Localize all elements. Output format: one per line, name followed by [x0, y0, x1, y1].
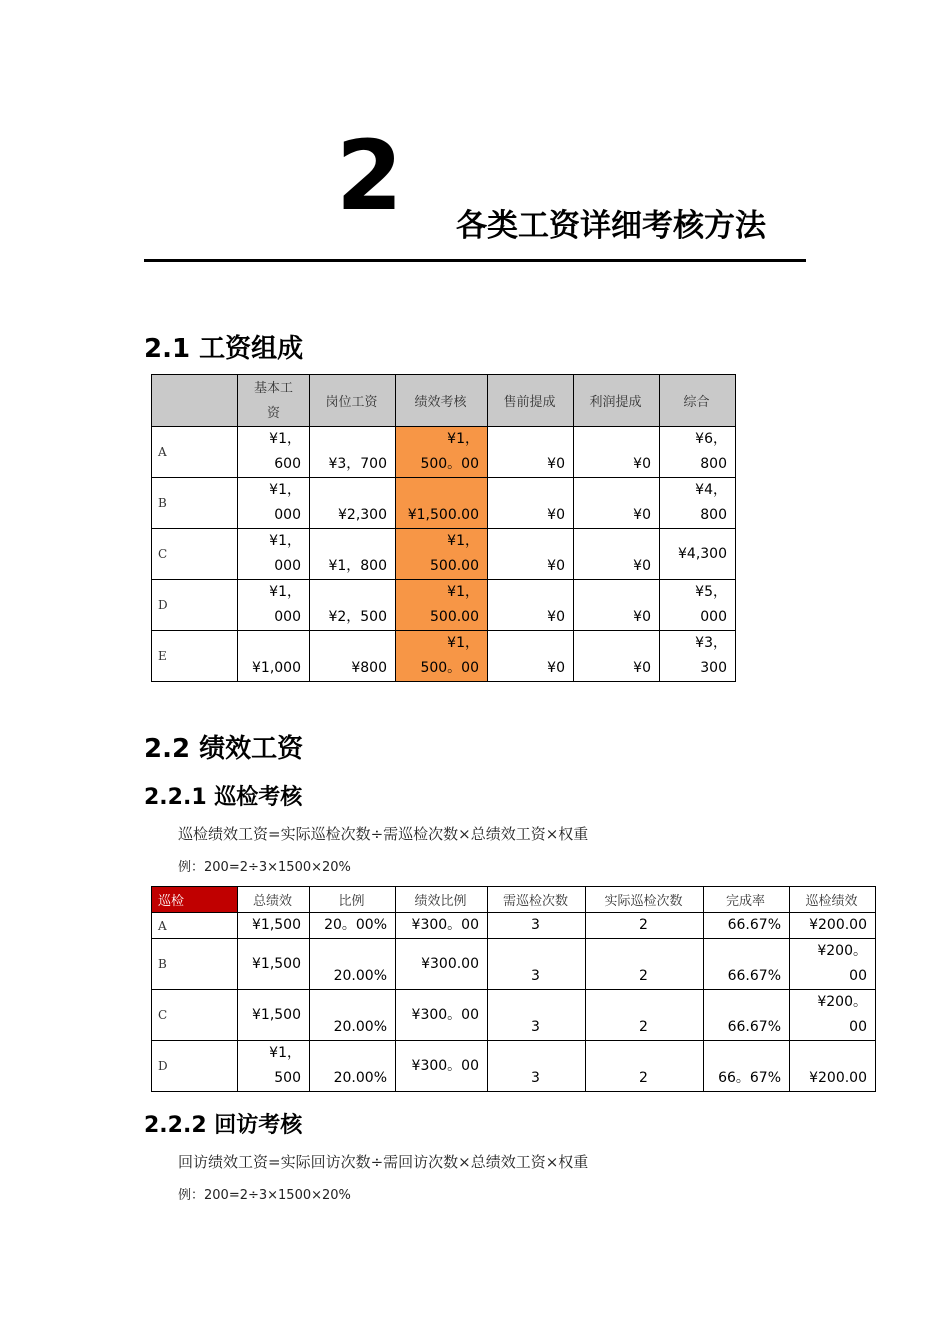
- table-row: [152, 913, 876, 939]
- header-cell: 巡检绩效: [790, 887, 876, 913]
- header-cell: 售前提成: [488, 375, 574, 427]
- header-cell: [152, 375, 238, 427]
- chapter-divider: [144, 259, 806, 262]
- table-cell: ¥200.00: [790, 913, 876, 939]
- table-cell: ¥300.00: [396, 939, 488, 990]
- table-row: [152, 580, 736, 631]
- table-cell: ¥5，000: [660, 580, 736, 631]
- table-cell: ¥4,300: [660, 529, 736, 580]
- table-cell: ¥0: [574, 580, 660, 631]
- table-cell: ¥0: [574, 478, 660, 529]
- row-label: E: [152, 631, 238, 682]
- table-cell: ¥1,500: [238, 990, 310, 1041]
- header-cell: 需巡检次数: [488, 887, 586, 913]
- header-cell: 岗位工资: [310, 375, 396, 427]
- table-row: [152, 478, 736, 529]
- table-header-row: [152, 375, 736, 427]
- table-row: [152, 939, 876, 990]
- chapter-number: 2: [336, 120, 403, 232]
- table-row: [152, 427, 736, 478]
- header-cell: 总绩效: [238, 887, 310, 913]
- header-cell: 基本工资: [238, 375, 310, 427]
- table-cell: ¥1，500: [238, 1041, 310, 1092]
- table-cell: ¥2，500: [310, 580, 396, 631]
- table-cell: ¥200.00: [790, 1041, 876, 1092]
- table-cell: 2: [586, 990, 704, 1041]
- table-cell: ¥1，800: [310, 529, 396, 580]
- table-cell: ¥2,300: [310, 478, 396, 529]
- table-row: [152, 631, 736, 682]
- table-row: [152, 529, 736, 580]
- row-label: A: [152, 913, 238, 939]
- table-cell: 66.67%: [704, 939, 790, 990]
- row-label: C: [152, 529, 238, 580]
- table-cell: ¥0: [574, 631, 660, 682]
- formula-text: 回访绩效工资=实际回访次数÷需回访次数×总绩效工资×权重: [178, 1153, 589, 1171]
- section-heading-2-2: 2.2 绩效工资: [144, 734, 304, 764]
- row-label: C: [152, 990, 238, 1041]
- table-cell: ¥1,500: [238, 939, 310, 990]
- table-cell: ¥6，800: [660, 427, 736, 478]
- table-cell: 20.00%: [310, 1041, 396, 1092]
- table-cell: ¥0: [488, 631, 574, 682]
- table-cell: ¥300。00: [396, 990, 488, 1041]
- table-cell: 2: [586, 913, 704, 939]
- header-cell: 比例: [310, 887, 396, 913]
- row-label: D: [152, 1041, 238, 1092]
- table-cell: ¥800: [310, 631, 396, 682]
- table-row: [152, 1041, 876, 1092]
- table-cell: 2: [586, 1041, 704, 1092]
- table-cell: ¥3，300: [660, 631, 736, 682]
- header-cell: 巡检: [152, 887, 238, 913]
- example-text: 例：200=2÷3×1500×20%: [178, 860, 351, 875]
- table-cell: ¥1，000: [238, 529, 310, 580]
- row-label: B: [152, 478, 238, 529]
- table-cell-highlight: ¥1，500.00: [396, 580, 488, 631]
- row-label: B: [152, 939, 238, 990]
- table-cell: ¥4，800: [660, 478, 736, 529]
- chapter-title: 各类工资详细考核方法: [456, 208, 766, 244]
- table-cell: ¥1，600: [238, 427, 310, 478]
- table-cell: ¥200。00: [790, 939, 876, 990]
- table-cell: ¥1，000: [238, 478, 310, 529]
- table-cell: 66.67%: [704, 990, 790, 1041]
- header-cell: 综合: [660, 375, 736, 427]
- header-cell: 实际巡检次数: [586, 887, 704, 913]
- section-heading-2-2-1: 2.2.1 巡检考核: [144, 785, 303, 810]
- inspection-performance-table: [151, 886, 876, 1092]
- table-cell: ¥0: [488, 529, 574, 580]
- table-cell: ¥200。00: [790, 990, 876, 1041]
- row-label: A: [152, 427, 238, 478]
- table-cell: 3: [488, 990, 586, 1041]
- table-cell: ¥0: [488, 478, 574, 529]
- table-cell: ¥0: [488, 580, 574, 631]
- table-cell-highlight: ¥1，500。00: [396, 427, 488, 478]
- table-cell: 2: [586, 939, 704, 990]
- table-row: [152, 990, 876, 1041]
- header-cell: 绩效考核: [396, 375, 488, 427]
- table-cell: 3: [488, 913, 586, 939]
- table-cell: 20。00%: [310, 913, 396, 939]
- table-cell-highlight: ¥1，500.00: [396, 529, 488, 580]
- table-cell: 20.00%: [310, 990, 396, 1041]
- table-cell: ¥3，700: [310, 427, 396, 478]
- table-header-row: [152, 887, 876, 913]
- table-cell: ¥1，000: [238, 580, 310, 631]
- header-cell: 完成率: [704, 887, 790, 913]
- table-cell: 3: [488, 1041, 586, 1092]
- row-label: D: [152, 580, 238, 631]
- table-cell: ¥0: [488, 427, 574, 478]
- table-cell: ¥1,500: [238, 913, 310, 939]
- table-cell-highlight: ¥1,500.00: [396, 478, 488, 529]
- table-cell: ¥300。00: [396, 913, 488, 939]
- example-text: 例：200=2÷3×1500×20%: [178, 1188, 351, 1203]
- table-cell-highlight: ¥1，500。00: [396, 631, 488, 682]
- header-cell: 利润提成: [574, 375, 660, 427]
- table-cell: ¥0: [574, 529, 660, 580]
- table-cell: 3: [488, 939, 586, 990]
- table-cell: 66。67%: [704, 1041, 790, 1092]
- header-cell: 绩效比例: [396, 887, 488, 913]
- table-cell: ¥0: [574, 427, 660, 478]
- salary-composition-table: [151, 374, 736, 682]
- section-heading-2-1: 2.1 工资组成: [144, 334, 304, 364]
- table-cell: 20.00%: [310, 939, 396, 990]
- table-cell: ¥300。00: [396, 1041, 488, 1092]
- table-cell: 66.67%: [704, 913, 790, 939]
- table-cell: ¥1,000: [238, 631, 310, 682]
- formula-text: 巡检绩效工资=实际巡检次数÷需巡检次数×总绩效工资×权重: [178, 825, 589, 843]
- section-heading-2-2-2: 2.2.2 回访考核: [144, 1113, 303, 1138]
